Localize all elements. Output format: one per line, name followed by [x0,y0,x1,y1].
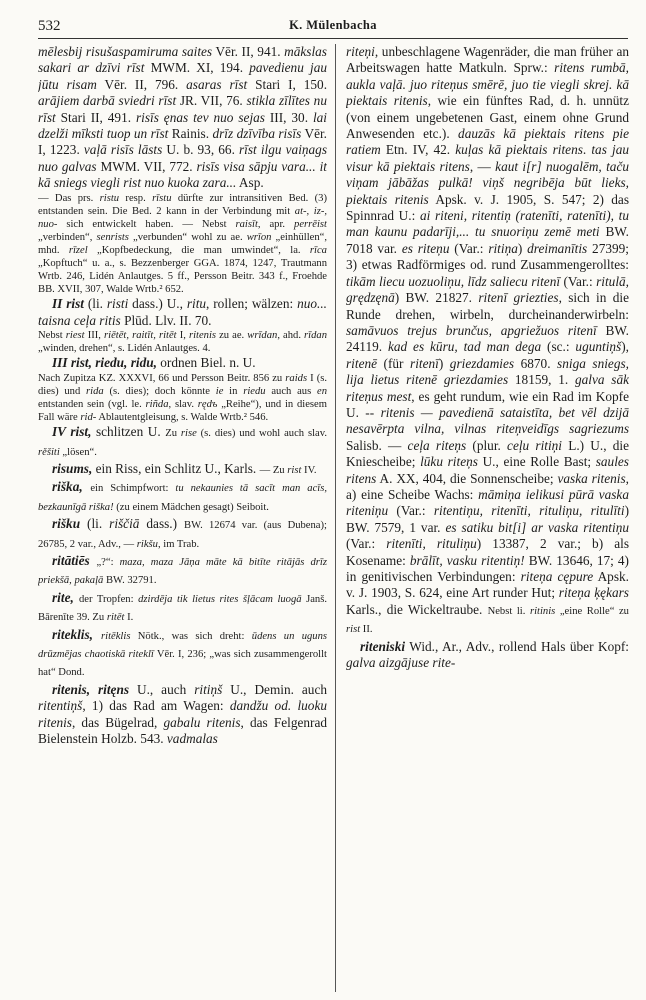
left-column [38,44,327,992]
text-run: , das Felgenrad Bielenstein Holzb. 543. [38,714,327,747]
text-run: Nötk., was sich dreht: [130,630,252,642]
italic-text: ritentiņu, ritenīti, rituliņu, ritulīti [433,503,625,519]
italic-text: māmiņa ielikusi pūrā vaska riteniņu [346,486,629,519]
text-run: Etn. IV, 42. [380,142,456,158]
italic-text: risīs ęnas tev nuo sejas [135,109,265,125]
entry-headword: riška, [52,479,83,495]
italic-text: rikšu [136,538,158,550]
text-run: auch aus [265,385,317,397]
text-paragraph [346,44,629,639]
italic-text: drīz dzīvība risīs [212,126,302,142]
text-run: 18159, 1. [508,372,575,388]
text-run: (li. [80,516,110,532]
italic-text: tikām liecu uozuoliņu, līdz saliecu ritenī [346,273,561,289]
italic-text: risīs visa sāpju vara... it kā sniegs viegli rist nuo kuoka zara... [38,158,327,191]
italic-text: samāvuos trejus brunčus, apgriežuos ritenī [346,322,597,338]
italic-text: at-, iz-, nuo- [38,205,327,230]
entry-paragraph [38,424,327,461]
italic-text: kad es kūru, tad man dega [387,339,542,355]
text-run: Apsk. v. J. 1903, S. 624, eine Art runder Hut; [346,569,629,601]
text-run: BW. 7018 var. [346,224,629,256]
italic-text: vaska ritenis [557,470,626,486]
text-run: (sc.: [541,339,576,355]
italic-text: mēlesbij risušaspamiruma saites [38,44,213,59]
italic-text: ai riteni, ritentiņ (ratenīti, ratenīti), tu man kaunu padarīji,... tu snuoriņu zemē meti [346,208,629,240]
entry-paragraph [346,639,629,672]
entry-headword: ritātiēs [52,553,90,569]
text-run: , wie ein fünftes Rad, d. h. unnütz (von einem ungebetenen Gast, einem ohne Grund Anwesenden etc.). [346,93,629,142]
italic-text: stikla zīlītes nu rīst [38,93,327,125]
entry-headword: III rist, riedu, ridu, [52,355,157,371]
italic-text: wrīon [246,231,272,243]
italic-text: riteņa ķękars [558,585,629,601]
italic-text: ie [215,385,224,397]
text-run: „winden, drehen“, s. Lidén Anlautges. 4. [38,343,211,355]
italic-text: ritenē [346,355,378,371]
entry-headword: riteklis, [52,626,94,642]
italic-text: gabalu ritenis [163,714,241,730]
italic-text: risti [106,296,129,312]
text-run: Stari II, 491. [55,109,136,125]
entry-paragraph [38,682,327,748]
italic-text: galva aizgājuse rite- [346,655,456,671]
italic-text: ceļa riteņs [407,437,467,453]
italic-text: riščiā [109,516,140,532]
entry-paragraph [38,516,327,553]
text-run: ordnen Biel. n. U. [156,355,256,371]
text-run: I. [124,612,134,624]
text-run: MWM. XI, 194. [144,60,250,76]
italic-text: rist [346,624,361,636]
text-run: (Var.: [449,240,489,256]
text-run: — Das prs. [38,192,100,204]
italic-text: riteņa cępure [520,569,594,584]
italic-text: rid- [80,412,97,424]
text-run: , rollen; wälzen: [206,296,298,312]
italic-text: ristu [99,192,120,204]
text-run: schlitzen U. [91,424,166,440]
text-run: dass.) U., [128,296,187,312]
text-run: , im Trab. [157,538,200,550]
text-run: sich entwickelt haben. — Nebst [57,218,236,230]
italic-text: vadmalas [166,731,218,747]
page-header [38,14,628,39]
text-run: Zu [165,428,181,440]
text-run: L.) U., die Kniescheibe; [346,437,629,470]
italic-text: ritiņš [194,681,223,697]
text-run: , sich in die Runde drehen, wirbeln, durcheinanderwirbeln: [346,290,629,322]
text-run [93,627,101,642]
text-run: „verbunden“ wohl zu ae. [128,231,247,243]
text-run: Ablautentgleisung, s. Walde Wrtb.² 546. [96,412,269,424]
italic-text: arājiem darbā sviedri rīst [38,93,177,109]
italic-text: ritenis — pavedienā sataistīta, bet vēl dzijā nesavērpta vilna, vilnas riteņveidīgs sagriezums [346,404,629,437]
etymology-note [38,192,327,297]
text-run: (s. dies) und wohl auch slav. [196,428,327,440]
text-run: Salisb. — [346,437,408,453]
italic-text: riest [65,330,85,342]
text-run: „lösen“. [59,446,97,458]
text-run: „?“: [96,557,120,569]
italic-text: ritenis [188,330,217,342]
right-column [346,44,629,992]
italic-text: raids [285,372,308,384]
text-run: BW. 32791. [103,575,157,587]
text-run: (s. dies); doch könnte [103,385,216,397]
italic-text: kuļas kā piektais ritens [455,142,583,158]
text-run: (für [377,355,411,371]
entry-headword: rite, [52,589,74,605]
italic-text: griezdamies [449,355,515,371]
text-run: Vēr. I, 236; „was sich zusammengerollt hat“ Dond. [38,649,327,679]
text-run: ) BW. 7579, 1 var. [346,503,629,535]
text-run: Apsk. v. J. 1905, S. 547; 2) das Spinnrad U.: [346,191,629,224]
entry-paragraph [38,461,327,479]
text-run: MWM. VII, 772. [96,158,197,174]
text-run: BW. 12674 var. (aus Dubena); 26785, 2 var., Adv., — [38,520,327,550]
text-run: U., eine Rolle Bast; [477,454,596,470]
text-run: zu ae. [216,330,248,342]
text-run: , slav. [168,399,198,410]
text-run: , apr. [257,218,295,230]
italic-text: ritens rumbā, aukla vaļā. juo riteņus smērē, juo tie viegli skrej. kā piektais ritenis [346,60,629,109]
italic-text: lūku riteņs [420,454,478,470]
entry-paragraph [38,355,327,371]
italic-text: rīzel [68,245,88,257]
text-run: BW. 24119. [346,322,629,355]
page-number: 532 [38,18,61,34]
entry-paragraph [38,296,327,329]
text-run: Wid., Ar., Adv., rollend Hals über Kopf: [405,638,629,654]
italic-text: rise [180,428,197,440]
text-run: Rainis. [168,126,213,142]
text-run: (Var.: [346,536,387,552]
text-run: Vēr. I, 1223. [38,126,327,158]
text-run: Asp. [236,175,264,191]
italic-text: dreimanītis [527,240,588,256]
italic-text: saules ritens [346,454,629,486]
italic-text: asaras rīst [186,76,248,92]
text-run: Vēr. II, 796. [96,76,187,92]
text-run: Karls., die Wickeltraube. [346,601,488,617]
text-run: Plūd. Llv. II. 70. [120,312,212,328]
text-run: dürfte zur intransitiven Bed. (3) entstanden sein. Die Bed. 2 kann in der Verbindung mit [38,192,327,217]
text-run: IV. [301,465,317,476]
text-run: , 1) das Rad am Wagen: [82,698,230,714]
italic-text: ritu [186,296,207,312]
column-divider [335,44,336,992]
italic-text: rīca [309,245,327,257]
text-run: U., auch [129,681,195,697]
text-run: (Var.: [388,503,434,519]
italic-text: ritēklis [101,630,131,642]
text-run: Janš. Bārenīte 39. Zu [38,593,327,624]
text-run: U. b. 93, 66. [162,142,239,158]
italic-text: ūdens un uguns drūzmējas chaotiskā riteklī [38,630,327,661]
italic-text: dzirdēja tik lietus rites šļācam luogā [138,593,302,605]
italic-text: ritiņa [488,240,518,256]
running-head: K. Mülenbacha [289,18,377,32]
text-run: II. [360,624,373,636]
italic-text: vaļā risīs lāsts [83,142,163,158]
italic-text: pavedienu jau jūtu risam [38,60,327,92]
text-run: „eine Rolle“ zu [555,605,629,617]
italic-text: ritēt [106,612,125,624]
text-run: „einhüllen“, mhd. [38,231,327,257]
italic-text: perrēist [294,218,327,230]
text-run: entstanden sein (vgl. le. [38,399,146,410]
italic-text: riētēt, raitīt, ritēt [104,330,177,342]
text-run: ) BW. 21827. [394,290,479,306]
italic-text: galva sāk riteņus mest [346,372,629,404]
italic-text: senrists [96,231,129,243]
text-paragraph [38,44,327,192]
entry-headword: ritenis, ritęns [52,681,130,697]
italic-text: es satiku bit[i] ar vaska ritentiņu [445,519,629,535]
text-run: , ahd. [277,330,305,342]
text-run: I (s. dies) und [38,372,327,397]
text-run: ) [517,240,528,256]
text-run: „verbinden“, [38,231,97,243]
entry-paragraph [38,590,327,627]
text-run: (plur. [466,437,508,453]
text-run: ein Riss, ein Schlitz U., Karls. [92,461,260,476]
text-run: 27399; 3) etwas Radförmiges od. rund Zusammengerolltes: [346,240,629,273]
etymology-note [38,372,327,424]
italic-text: raisīt [235,218,258,230]
italic-text: dandžu od. luoku ritenis [38,698,327,730]
text-run: „Reihe“), und in diesem Fall wäre [38,399,327,424]
italic-text: kaut i[r] nuogalēm, taču viņam jābāžas pulkā! viņš negribēja būt lieks, piektais ritenis [346,158,629,207]
entry-paragraph [38,553,327,590]
italic-text: ritenīti, rituliņu [386,536,477,552]
italic-text: ritinis [529,605,556,617]
text-run: A. XX, 404, die Sonnenscheibe; [376,470,558,486]
italic-text: rędъ [197,399,218,410]
italic-text: ritentiņš [38,698,83,714]
italic-text: riedu [243,385,266,397]
italic-text: mākslas sakari ar dzīvi rīst [38,44,327,76]
text-run: JR. VII, 76. [176,93,247,109]
text-run: ) [438,355,450,371]
entry-paragraph [38,479,327,516]
italic-text: uguntiņš [575,339,622,355]
text-run: ein Schimpfwort: [90,483,176,495]
text-run: III, 30. [264,109,313,125]
italic-text: tu nekaunies tā sacīt man acīs, bezkaunīgā riška! [38,483,327,513]
text-run: I, [176,330,189,342]
italic-text: brālīt, vasku ritentiņ! [409,552,525,568]
italic-text: ritulā, grędzęnā [346,273,629,306]
entry-headword: IV rist, [52,424,92,440]
entry-paragraph [38,627,327,682]
text-run: Nach Zupitza KZ. XXXVI, 66 und Persson Beitr. 856 zu [38,372,286,384]
etymology-note [38,329,327,355]
text-run: , unbeschlagene Wagenräder, die man früher an Arbeitswagen hatte Matkuln. Sprw.: [346,44,629,76]
text-run: (Var.: [560,273,597,289]
entry-headword: riteniski [360,638,406,654]
italic-text: sniga sniegs, lija lietus ritenē griezdamies [346,355,629,388]
italic-text: maza, maza Jāņa māte kā bitīte ritājās drīz priekšā, pakaļā [38,557,327,587]
italic-text: rist [287,465,302,476]
italic-text: wrīdan [247,330,278,342]
italic-text: ritenī [410,355,439,371]
text-run: „Kopftuch“ u. a., s. Bezzenberger GGA. 1874, 1247, Trautmann Wrtb. 246, Lidén Anlautges. 5 ff., Persson Beitr. 343 f., Froehde BB. XVII, 307, Walde Wrtb.² 652. [38,258,327,296]
text-run: Nebst [38,330,66,342]
italic-text: es riteņu [401,240,450,256]
text-run: ) 13387, 2 var.; b) als Kosename: [346,536,629,568]
text-run: der Tropfen: [79,593,139,605]
italic-text: ritenī griezties [478,290,559,306]
italic-text: rida [86,385,104,397]
entry-headword: risums, [52,461,93,476]
italic-text: riteņi [346,44,375,59]
text-run: ), [621,339,629,355]
italic-text: rīdan [304,330,327,342]
text-run: (zu einem Mädchen gesagt) Seiboit. [113,501,269,513]
text-run: , — [469,158,496,174]
italic-text: rīst ilgu vaiņags nuo galvas [38,142,327,174]
italic-text: dauzās kā piektais ritens pie ratiem [346,126,629,158]
italic-text: rīstu [152,192,172,204]
italic-text: lai dzelži mīksti tuop un rīst [38,109,327,142]
text-run: 6870. [514,355,558,371]
italic-text: nuo... taisna ceļa ritis [38,296,327,328]
text-run: dass.) [139,516,184,532]
text-run: resp. [119,192,153,204]
entry-headword: II rist [52,296,84,312]
text-run: in [223,385,244,397]
italic-text: en [317,385,327,397]
text-run: Stari I, 150. [247,76,327,92]
text-run: (li. [83,296,107,312]
text-run: , das Bügelrad, [71,714,164,730]
italic-text: rěšiti [38,446,60,458]
text-run: Vēr. II, 941. [212,44,285,59]
text-run: III, [84,330,104,342]
text-run: , es geht rundum, wie ein Rad im Kopfe U. -- [346,388,629,420]
italic-text: tas jau visur kā piektais ritens [346,142,629,174]
italic-text: ceļu ritiņi [507,437,562,453]
text-run: BW. 13646, 17; 4) in genitivischen Verbindungen: [346,552,629,584]
text-run: , a) eine Scheibe Wachs: [346,470,629,502]
text-run: „Kopfbedeckung, die man umwindet“, la. [87,245,310,257]
text-run: U., Demin. auch [222,681,327,697]
text-run: . [582,142,592,158]
text-run: Nebst li. [487,605,530,617]
text-run: — Zu [259,465,288,476]
entry-headword: rišku [52,516,81,532]
italic-text: riñda [145,399,169,410]
